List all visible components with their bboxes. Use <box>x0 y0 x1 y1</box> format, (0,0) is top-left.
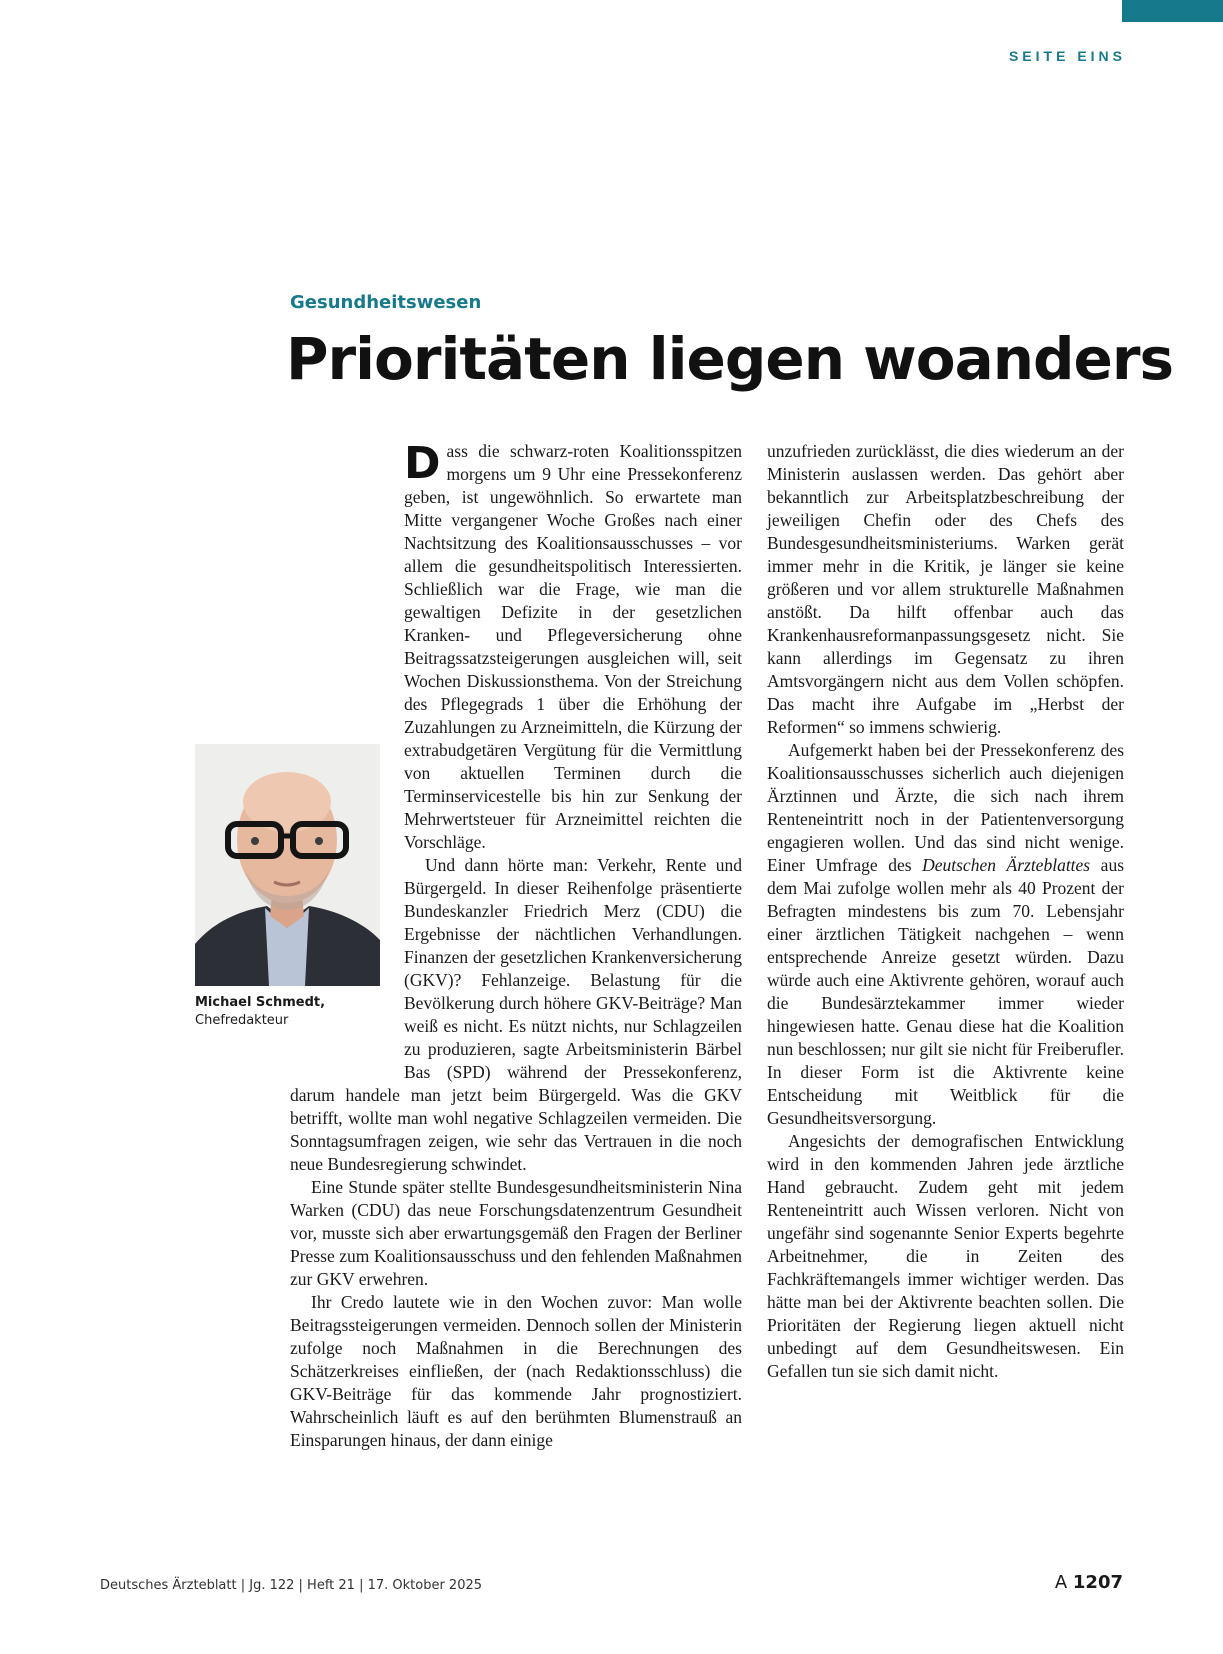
article-paragraph: Ihr Credo lautete wie in den Wochen zuvor: Man wolle Beitragssteigerungen vermeiden. Dennoch sollen der Ministerin zufolge noch Maßnahmen in die Berechnungen des Schätzerkreises einfließen, der (nach Redaktionsschluss) die GKV-Beiträge für das kommende Jahr prognostiziert. Wahrscheinlich läuft es auf den berühmten Blumenstrauß an Einsparungen hinaus, der dann einige <box>290 1292 742 1450</box>
article-paragraph: Und dann hörte man: Verkehr, Rente und Bürgergeld. In dieser Reihenfolge präsentierte Bundeskanzler Friedrich Merz (CDU) die Ergebnisse der nächtlichen Verhandlungen. Finanzen der gesetzlichen Krankenversicherung (GKV)? Fehlanzeige. Belastung für die Bevölkerung durch höhere GKV-Beiträge? Man weiß es nicht. Es nützt nichts, nur Schlagzeilen zu produzieren, sagte Arbeitsministerin Bärbel Bas (SPD) während der Pressekonferenz, darum handele man jetzt beim Bürgergeld. Was die GKV betrifft, wollte man wohl negative Schlagzeilen vermeiden. Die Sonntagsumfragen zeigen, wie sehr das Vertrauen in die noch neue Bundesregierung schwindet. <box>290 855 742 1174</box>
page-prefix: A <box>1054 1572 1068 1593</box>
page-number: 1207 <box>1072 1572 1123 1593</box>
corner-accent-bar <box>1122 0 1223 22</box>
article-paragraph: unzufrieden zurücklässt, die dies wiederum an der Ministerin auslassen werden. Das gehört aber bekanntlich zur Arbeitsplatzbeschreibung der jeweiligen Chefin oder des Chefs des Bundesgesundheitsministeriums. Warken gerät immer mehr in die Kritik, je länger sie keine größeren und vor allem strukturelle Maßnahmen anstößt. Da hilft offenbar auch das Krankenhausreformanpassungsgesetz nicht. Sie kann allerdings im Gegensatz zu ihren Amtsvorgängern nicht aus dem Vollen schöpfen. Das macht ihre Aufgabe im „Herbst der Reformen“ so immens schwierig. <box>767 441 1124 737</box>
article-kicker: Gesundheitswesen <box>290 292 482 313</box>
author-role: Chefredakteur <box>195 1013 289 1028</box>
author-caption <box>195 994 325 1030</box>
author-portrait-illustration <box>195 744 380 986</box>
section-label: SEITE EINS <box>1008 48 1126 64</box>
article-paragraph: Angesichts der demografischen Entwicklung wird in den kommenden Jahren jede ärztliche Hand gebraucht. Zudem geht mit jedem Renteneintritt auch Wissen verloren. Nicht von ungefähr sind sogenannte Senior Experts begehrte Arbeitnehmer, die in Zeiten des Fachkräftemangels immer wichtiger werden. Das hätte man bei der Aktivrente beachten sollen. Die Prioritäten der Regierung liegen aktuell nicht unbedingt auf dem Gesundheitswesen. Ein Gefallen tun sie sich damit nicht. <box>767 1131 1124 1381</box>
footer-publication-info: Deutsches Ärzteblatt | Jg. 122 | Heft 21 | 17. Oktober 2025 <box>100 1578 483 1593</box>
paragraph-text: Aufgemerkt haben bei der Pressekonferenz des Koalitionsausschusses sicherlich auch diejenigen Ärztinnen und Ärzte, die sich nach ihrem Renteneintritt noch in der Patientenversorgung engagieren wollen. Und das sind nicht wenige. Einer Umfrage des <box>767 740 1124 875</box>
author-name: Michael Schmedt, <box>195 995 326 1010</box>
paragraph-text: aus dem Mai zufolge wollen mehr als 40 Prozent der Befragten mindestens bis zum 70. Lebensjahr einer ärztlichen Tätigkeit nachgehen – wenn entsprechende Anreize gesetzt würden. Dazu würde auch eine Aktivrente gehören, worauf auch die Bundesärztekammer immer wieder hingewiesen hatte. Genau diese hat die Koalition nun beschlossen; nur gilt sie nicht für Freiberufler. In dieser Form ist die Aktivrente keine Entscheidung mit Weitblick für die Gesundheitsversorgung. <box>767 855 1125 1128</box>
article-headline: Prioritäten liegen woanders <box>286 325 1174 393</box>
article-paragraph: Eine Stunde später stellte Bundesgesundheitsministerin Nina Warken (CDU) das neue Forschungsdatenzentrum Gesundheit vor, musste sich aber erwartungsgemäß den Fragen der Berliner Presse zum Koalitionsausschuss und den fehlenden Maßnahmen zur GKV erwehren. <box>290 1177 742 1289</box>
paragraph-text: ass die schwarz-roten Koalitionsspitzen morgens um 9 Uhr eine Pressekonferenz geben, ist ungewöhnlich. So erwartete man Mitte vergangener Woche Großes nach einer Nachtsitzung des Koalitionsausschusses – vor allem die gesundheitspolitisch Interessierten. Schließlich war die Frage, wie man die gewaltigen Defizite in der gesetzlichen Kranken- und Pflegeversicherung ohne Beitragssatzsteigerungen ausgleichen will, seit Wochen Diskussionsthema. Von der Streichung des Pflegegrads 1 über die Erhöhung der Zuzahlungen zu Arzneimitteln, die Kürzung der extrabudgetären Vergütung für die Vermittlung von aktuellen Terminen durch die Terminservicestelle bis hin zur Senkung der Mehrwertsteuer für Arzneimittel reichten die Vorschläge. <box>404 441 742 852</box>
article-column-right <box>767 440 1124 1383</box>
article-paragraph <box>767 739 1124 1130</box>
publication-name-italic: Deutschen Ärzteblattes <box>922 855 1091 875</box>
drop-cap: D <box>404 438 441 489</box>
footer-page-number <box>1055 1572 1123 1593</box>
author-portrait <box>195 744 380 986</box>
